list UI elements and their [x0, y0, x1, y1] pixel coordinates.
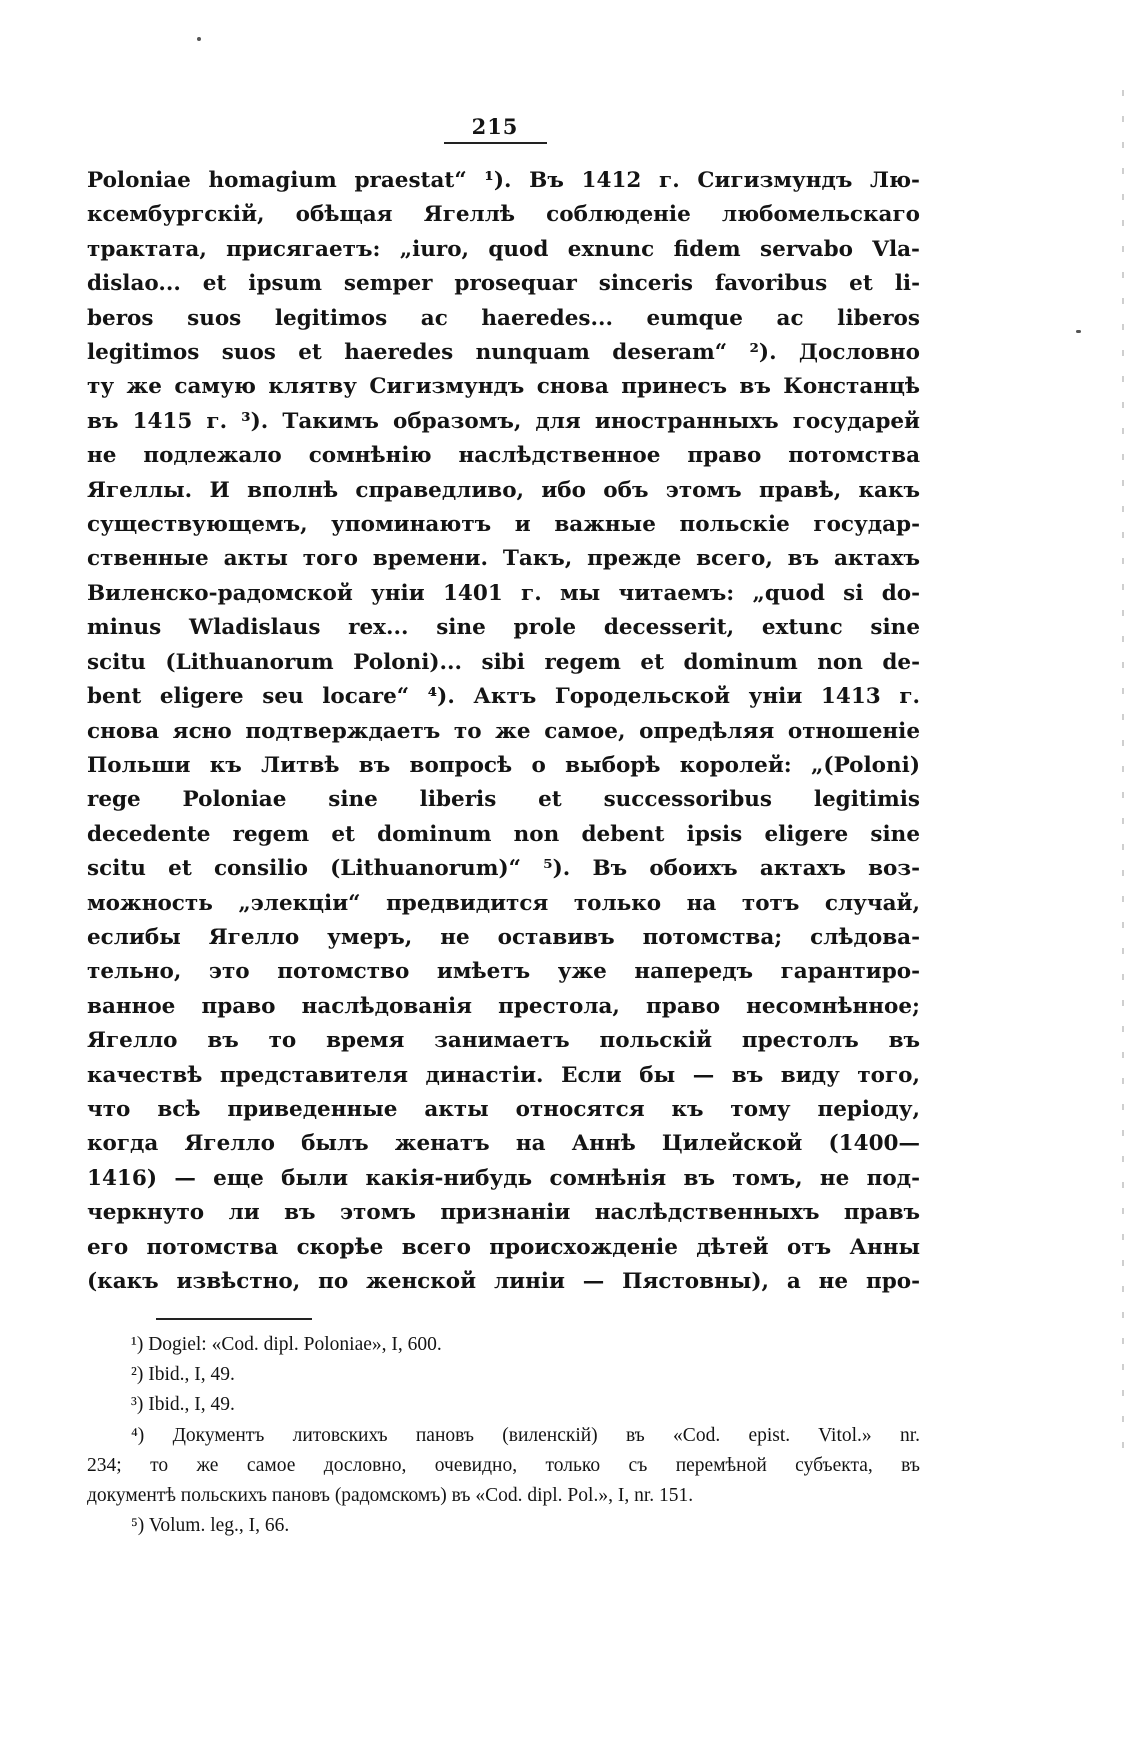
footnote-4: ⁴) Документъ литовскихъ пановъ (виленскій) въ «Cod. epist. Vitol.» nr.	[131, 1424, 920, 1446]
body-line: dislao... et ipsum semper prosequar sinceris favoribus et li-	[87, 271, 920, 297]
body-line: bent eligere seu locare“ ⁴). Актъ Городельской уніи 1413 г.	[87, 684, 920, 710]
body-line: 1416) — еще были какія-нибудь сомнѣнія въ томъ, не под-	[87, 1165, 920, 1191]
body-line: rege Poloniae sine liberis et successoribus legitimis	[87, 787, 920, 813]
footnote-1: ¹) Dogiel: «Cod. dipl. Poloniae», I, 600.	[131, 1334, 442, 1355]
footnote-4-continued: 234; то же самое дословно, очевидно, только съ перемѣной субъекта, въ	[87, 1454, 920, 1476]
body-text	[87, 164, 920, 1299]
page-number: 215	[471, 114, 519, 139]
scan-speck	[1076, 330, 1081, 333]
body-line: не подлежало сомнѣнію наслѣдственное право потомства	[87, 443, 920, 469]
body-line: что всѣ приведенные акты относятся къ тому періоду,	[87, 1096, 920, 1122]
body-line: ственные акты того времени. Такъ, прежде всего, въ актахъ	[87, 546, 920, 572]
body-line: Poloniae homagium praestat“ ¹). Въ 1412 г. Сигизмундъ Лю-	[87, 168, 920, 193]
body-line: качествѣ представителя династіи. Если бы — въ виду того,	[87, 1062, 920, 1088]
body-line: Ягеллы. И вполнѣ справедливо, ибо объ этомъ правѣ, какъ	[87, 477, 920, 503]
body-line: существующемъ, упоминаютъ и важные польскіе государ-	[87, 512, 920, 538]
footnote-rule	[156, 1318, 312, 1320]
scan-speck	[197, 37, 201, 41]
footnote-4-continued: документѣ польскихъ пановъ (радомскомъ) въ «Cod. dipl. Pol.», I, nr. 151.	[87, 1485, 694, 1507]
body-line: legitimos suos et haeredes nunquam deseram“ ²). Дословно	[87, 340, 920, 366]
footnotes	[87, 1330, 920, 1541]
body-line: scitu et consilio (Lithuanorum)“ ⁵). Въ обоихъ актахъ воз-	[87, 856, 920, 882]
body-line: (какъ извѣстно, по женской линіи — Пястовны), а не про-	[87, 1269, 920, 1294]
body-line: ту же самую клятву Сигизмундъ снова принесъ въ Констанцѣ	[87, 374, 920, 400]
body-line: Ягелло въ то время занимаетъ польскій престолъ въ	[87, 1028, 920, 1054]
body-line: его потомства скорѣе всего происхожденіе дѣтей отъ Анны	[87, 1234, 920, 1260]
body-line: еслибы Ягелло умеръ, не оставивъ потомства; слѣдова-	[87, 924, 920, 950]
body-line: ванное право наслѣдованія престола, право несомнѣнное;	[87, 993, 920, 1019]
body-line: тельно, это потомство имѣетъ уже напередъ гарантиро-	[87, 959, 920, 985]
footnote-3: ³) Ibid., I, 49.	[131, 1394, 235, 1416]
body-line: когда Ягелло былъ женатъ на Аннѣ Цилейской (1400—	[87, 1131, 920, 1157]
body-line: черкнуто ли въ этомъ признаніи наслѣдственныхъ правъ	[87, 1200, 920, 1226]
body-line: въ 1415 г. ³). Такимъ образомъ, для иностранныхъ государей	[87, 408, 920, 434]
body-line: трактата, присягаетъ: „iuro, quod exnunc fidem servabo Vla-	[87, 236, 920, 262]
footnote-2: ²) Ibid., I, 49.	[131, 1364, 235, 1386]
page-number-rule	[444, 142, 547, 144]
body-line: beros suos legitimos ac haeredes... eumque ac liberos	[87, 305, 920, 331]
body-line: Виленско-радомской уніи 1401 г. мы читаемъ: „quod si do-	[87, 580, 920, 606]
body-line: minus Wladislaus rex... sine prole decesserit, extunc sine	[87, 615, 920, 641]
body-line: scitu (Lithuanorum Poloni)... sibi regem et dominum non de-	[87, 649, 920, 675]
body-line: decedente regem et dominum non debent ipsis eligere sine	[87, 821, 920, 847]
body-line: снова ясно подтверждаетъ то же самое, опредѣляя отношеніе	[87, 718, 920, 744]
body-line: можность „элекціи“ предвидится только на тотъ случай,	[87, 890, 920, 916]
footnote-5: ⁵) Volum. leg., I, 66.	[131, 1515, 290, 1537]
scan-edge-marks	[1122, 90, 1124, 1450]
body-line: ксембургскій, обѣщая Ягеллѣ соблюденіе любомельскаго	[87, 202, 920, 228]
body-line: Польши къ Литвѣ въ вопросѣ о выборѣ королей: „(Poloni)	[87, 752, 920, 778]
